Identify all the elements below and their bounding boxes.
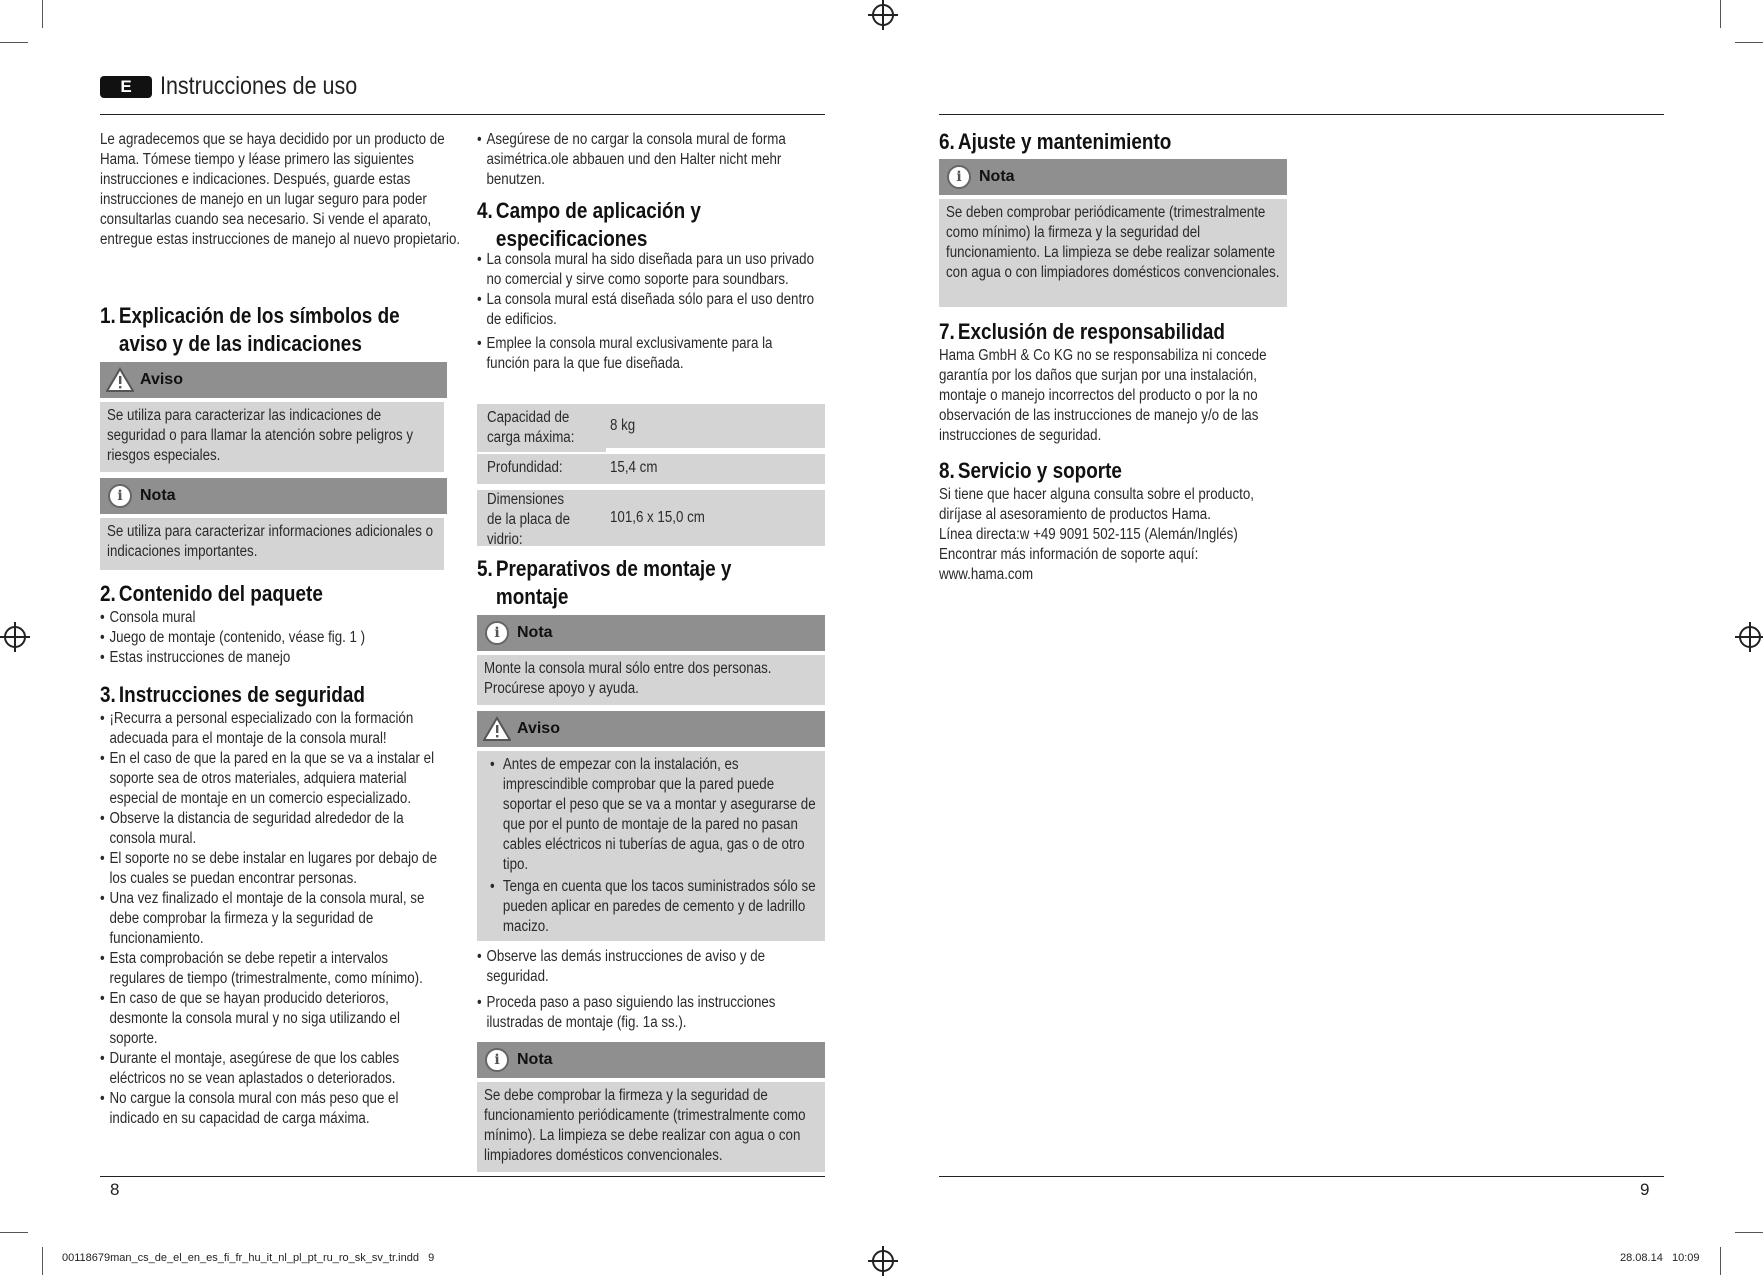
nota-box-header: i Nota bbox=[100, 478, 447, 514]
nota-box-header: i Nota bbox=[477, 615, 825, 651]
header-rule-left bbox=[100, 114, 825, 115]
spec-value: 15,4 cm bbox=[603, 454, 825, 484]
col2-top-list bbox=[477, 130, 837, 190]
aviso-box-header: Aviso bbox=[100, 362, 447, 398]
crop-mark bbox=[1720, 1247, 1721, 1275]
section-3-heading: 3. Instrucciones de seguridad bbox=[100, 682, 365, 707]
list-item: • La consola mural está diseñada sólo para el uso dentro de edificios. bbox=[477, 290, 817, 330]
section-5-list bbox=[477, 947, 837, 1033]
page-number-left: 8 bbox=[110, 1180, 120, 1199]
aviso-box-body: Se utiliza para caracterizar las indicaciones de seguridad o para llamar la atención sobre peligros y riesgos especiales. bbox=[100, 402, 444, 472]
info-icon: i bbox=[485, 1048, 509, 1072]
list-item: • Una vez finalizado el montaje de la consola mural, se debe comprobar la firmeza y la seguridad de funcionamiento. bbox=[100, 889, 444, 949]
nota-box-body: Se utiliza para caracterizar informaciones adicionales o indicaciones importantes. bbox=[100, 518, 444, 570]
aviso-box-header: Aviso bbox=[477, 711, 825, 747]
list-item: • La consola mural ha sido diseñada para un uso privado no comercial y sirve como soporte para soundbars. bbox=[477, 250, 817, 290]
aviso-box-body bbox=[477, 751, 825, 941]
list-item: • En el caso de que la pared en la que se va a instalar el soporte sea de otros materiales, adquiera material especial de montaje en un comercio especializado. bbox=[100, 749, 444, 809]
section-8-heading: 8. Servicio y soporte bbox=[939, 458, 1122, 483]
support-line: Encontrar más información de soporte aquí: bbox=[939, 546, 1199, 563]
info-icon: i bbox=[108, 484, 132, 508]
registration-mark-icon bbox=[872, 4, 894, 26]
nota-box-body: Se debe comprobar la firmeza y la seguridad de funcionamiento periódicamente (trimestralmente como mínimo). La limpieza se debe realizar con agua o con limpiadores domésticos convencionales. bbox=[477, 1082, 825, 1172]
intro-paragraph: Le agradecemos que se haya decidido por un producto de Hama. Tómese tiempo y léase primero las siguientes instrucciones e indicaciones. Después, guarde estas instrucciones de manejo en un lugar seguro para poder consultarlas cuando sea necesario. Si vende el aparato, entregue estas instrucciones de manejo al nuevo propietario. bbox=[100, 131, 461, 248]
info-icon: i bbox=[485, 621, 509, 645]
list-item: • Asegúrese de no cargar la consola mural de forma asimétrica.ole abbauen und den Halter nicht mehr benutzen. bbox=[477, 130, 817, 190]
section-4-heading: 4. Campo de aplicación y especificaciones bbox=[477, 198, 701, 251]
warning-icon bbox=[106, 367, 134, 393]
section-5-heading: 5. Preparativos de montaje y montaje bbox=[477, 556, 732, 609]
registration-mark-icon bbox=[4, 626, 26, 648]
footer-rule-right bbox=[939, 1176, 1664, 1177]
section-8-text bbox=[939, 485, 1339, 585]
crop-mark bbox=[0, 42, 28, 43]
list-item: • Consola mural bbox=[100, 608, 444, 628]
info-icon: i bbox=[947, 165, 971, 189]
spec-value: 8 kg bbox=[603, 404, 825, 448]
section-2-heading: 2. Contenido del paquete bbox=[100, 581, 323, 606]
spec-label: Profundidad: bbox=[477, 454, 606, 484]
list-item: • Juego de montaje (contenido, véase fig. 1 ) bbox=[100, 628, 444, 648]
nota-box-body: Se deben comprobar periódicamente (trimestralmente como mínimo) la firmeza y la seguridad del funcionamiento. La limpieza se debe realizar solamente con agua o con limpiadores domésticos convencionales. bbox=[939, 199, 1287, 307]
section-7-text: Hama GmbH & Co KG no se responsabiliza ni concede garantía por los daños que surjan por una instalación, montaje o manejo incorrectos del producto o por la no observación de las instrucciones de manejo y/o de las instrucciones de seguridad. bbox=[939, 347, 1267, 444]
spec-label: Capacidad de carga máxima: bbox=[477, 404, 606, 452]
section-7-heading: 7. Exclusión de responsabilidad bbox=[939, 319, 1225, 344]
spec-value: 101,6 x 15,0 cm bbox=[603, 490, 825, 546]
section-2-list bbox=[100, 608, 460, 668]
list-item: • Observe la distancia de seguridad alrededor de la consola mural. bbox=[100, 809, 444, 849]
list-item: • Proceda paso a paso siguiendo las instrucciones ilustradas de montaje (fig. 1a ss.). bbox=[477, 993, 817, 1033]
file-name: 00118679man_cs_de_el_en_es_fi_fr_hu_it_nl_pl_pt_ru_ro_sk_sv_tr.indd 9 bbox=[62, 1252, 435, 1264]
support-website-link[interactable]: www.hama.com bbox=[939, 566, 1034, 583]
crop-mark bbox=[1720, 0, 1721, 28]
warning-icon bbox=[483, 716, 511, 742]
page-number-right: 9 bbox=[1640, 1180, 1650, 1199]
nota-box-header: i Nota bbox=[939, 159, 1287, 195]
support-line: diríjase al asesoramiento de productos Hama. bbox=[939, 506, 1211, 523]
crop-mark bbox=[1735, 42, 1763, 43]
list-item: • Emplee la consola mural exclusivamente para la función para la que fue diseñada. bbox=[477, 334, 817, 374]
list-item: • Observe las demás instrucciones de aviso y de seguridad. bbox=[477, 947, 817, 987]
crop-mark bbox=[0, 1232, 28, 1233]
spec-label: Dimensiones de la placa de vidrio: bbox=[477, 490, 606, 546]
registration-mark-icon bbox=[872, 1250, 894, 1272]
list-item: • En caso de que se hayan producido deterioros, desmonte la consola mural y no siga utilizando el soporte. bbox=[100, 989, 444, 1049]
timestamp: 28.08.14 10:09 bbox=[1620, 1252, 1700, 1264]
list-item: • Esta comprobación se debe repetir a intervalos regulares de tiempo (trimestralmente, como mínimo). bbox=[100, 949, 444, 989]
crop-mark bbox=[42, 0, 43, 28]
list-item: • ¡Recurra a personal especializado con la formación adecuada para el montaje de la consola mural! bbox=[100, 709, 444, 749]
language-badge: E bbox=[100, 76, 152, 98]
list-item: • Antes de empezar con la instalación, es imprescindible comprobar que la pared puede soportar el peso que se va a montar y asegurarse de que por el punto de montaje de la pared no pasan cables eléctricos ni tuberías de agua, gas o de otro tipo. bbox=[484, 755, 824, 875]
section-4-list bbox=[477, 250, 837, 374]
list-item: • El soporte no se debe instalar en lugares por debajo de los cuales se puedan encontrar personas. bbox=[100, 849, 444, 889]
nota-box-header: i Nota bbox=[477, 1042, 825, 1078]
support-hotline: Línea directa:w +49 9091 502-115 (Alemán/Inglés) bbox=[939, 526, 1238, 543]
footer-rule-left bbox=[100, 1176, 825, 1177]
list-item: • Durante el montaje, asegúrese de que los cables eléctricos no se vean aplastados o deteriorados. bbox=[100, 1049, 444, 1089]
list-item: • No cargue la consola mural con más peso que el indicado en su capacidad de carga máxima. bbox=[100, 1089, 444, 1129]
nota-box-body: Monte la consola mural sólo entre dos personas. Procúrese apoyo y ayuda. bbox=[477, 655, 825, 705]
support-line: Si tiene que hacer alguna consulta sobre el producto, bbox=[939, 486, 1254, 503]
section-6-heading: 6. Ajuste y mantenimiento bbox=[939, 129, 1172, 154]
section-1-heading: 1. Explicación de los símbolos de aviso y de las indicaciones bbox=[100, 303, 400, 356]
list-item: • Tenga en cuenta que los tacos suministrados sólo se pueden aplicar en paredes de cemento y de ladrillo macizo. bbox=[484, 877, 824, 937]
crop-mark bbox=[42, 1247, 43, 1275]
crop-mark bbox=[1735, 1232, 1763, 1233]
list-item: • Estas instrucciones de manejo bbox=[100, 648, 444, 668]
registration-mark-icon bbox=[1739, 626, 1761, 648]
section-3-list bbox=[100, 709, 460, 1129]
page-title: Instrucciones de uso bbox=[160, 72, 358, 100]
header-rule-right bbox=[939, 114, 1664, 115]
